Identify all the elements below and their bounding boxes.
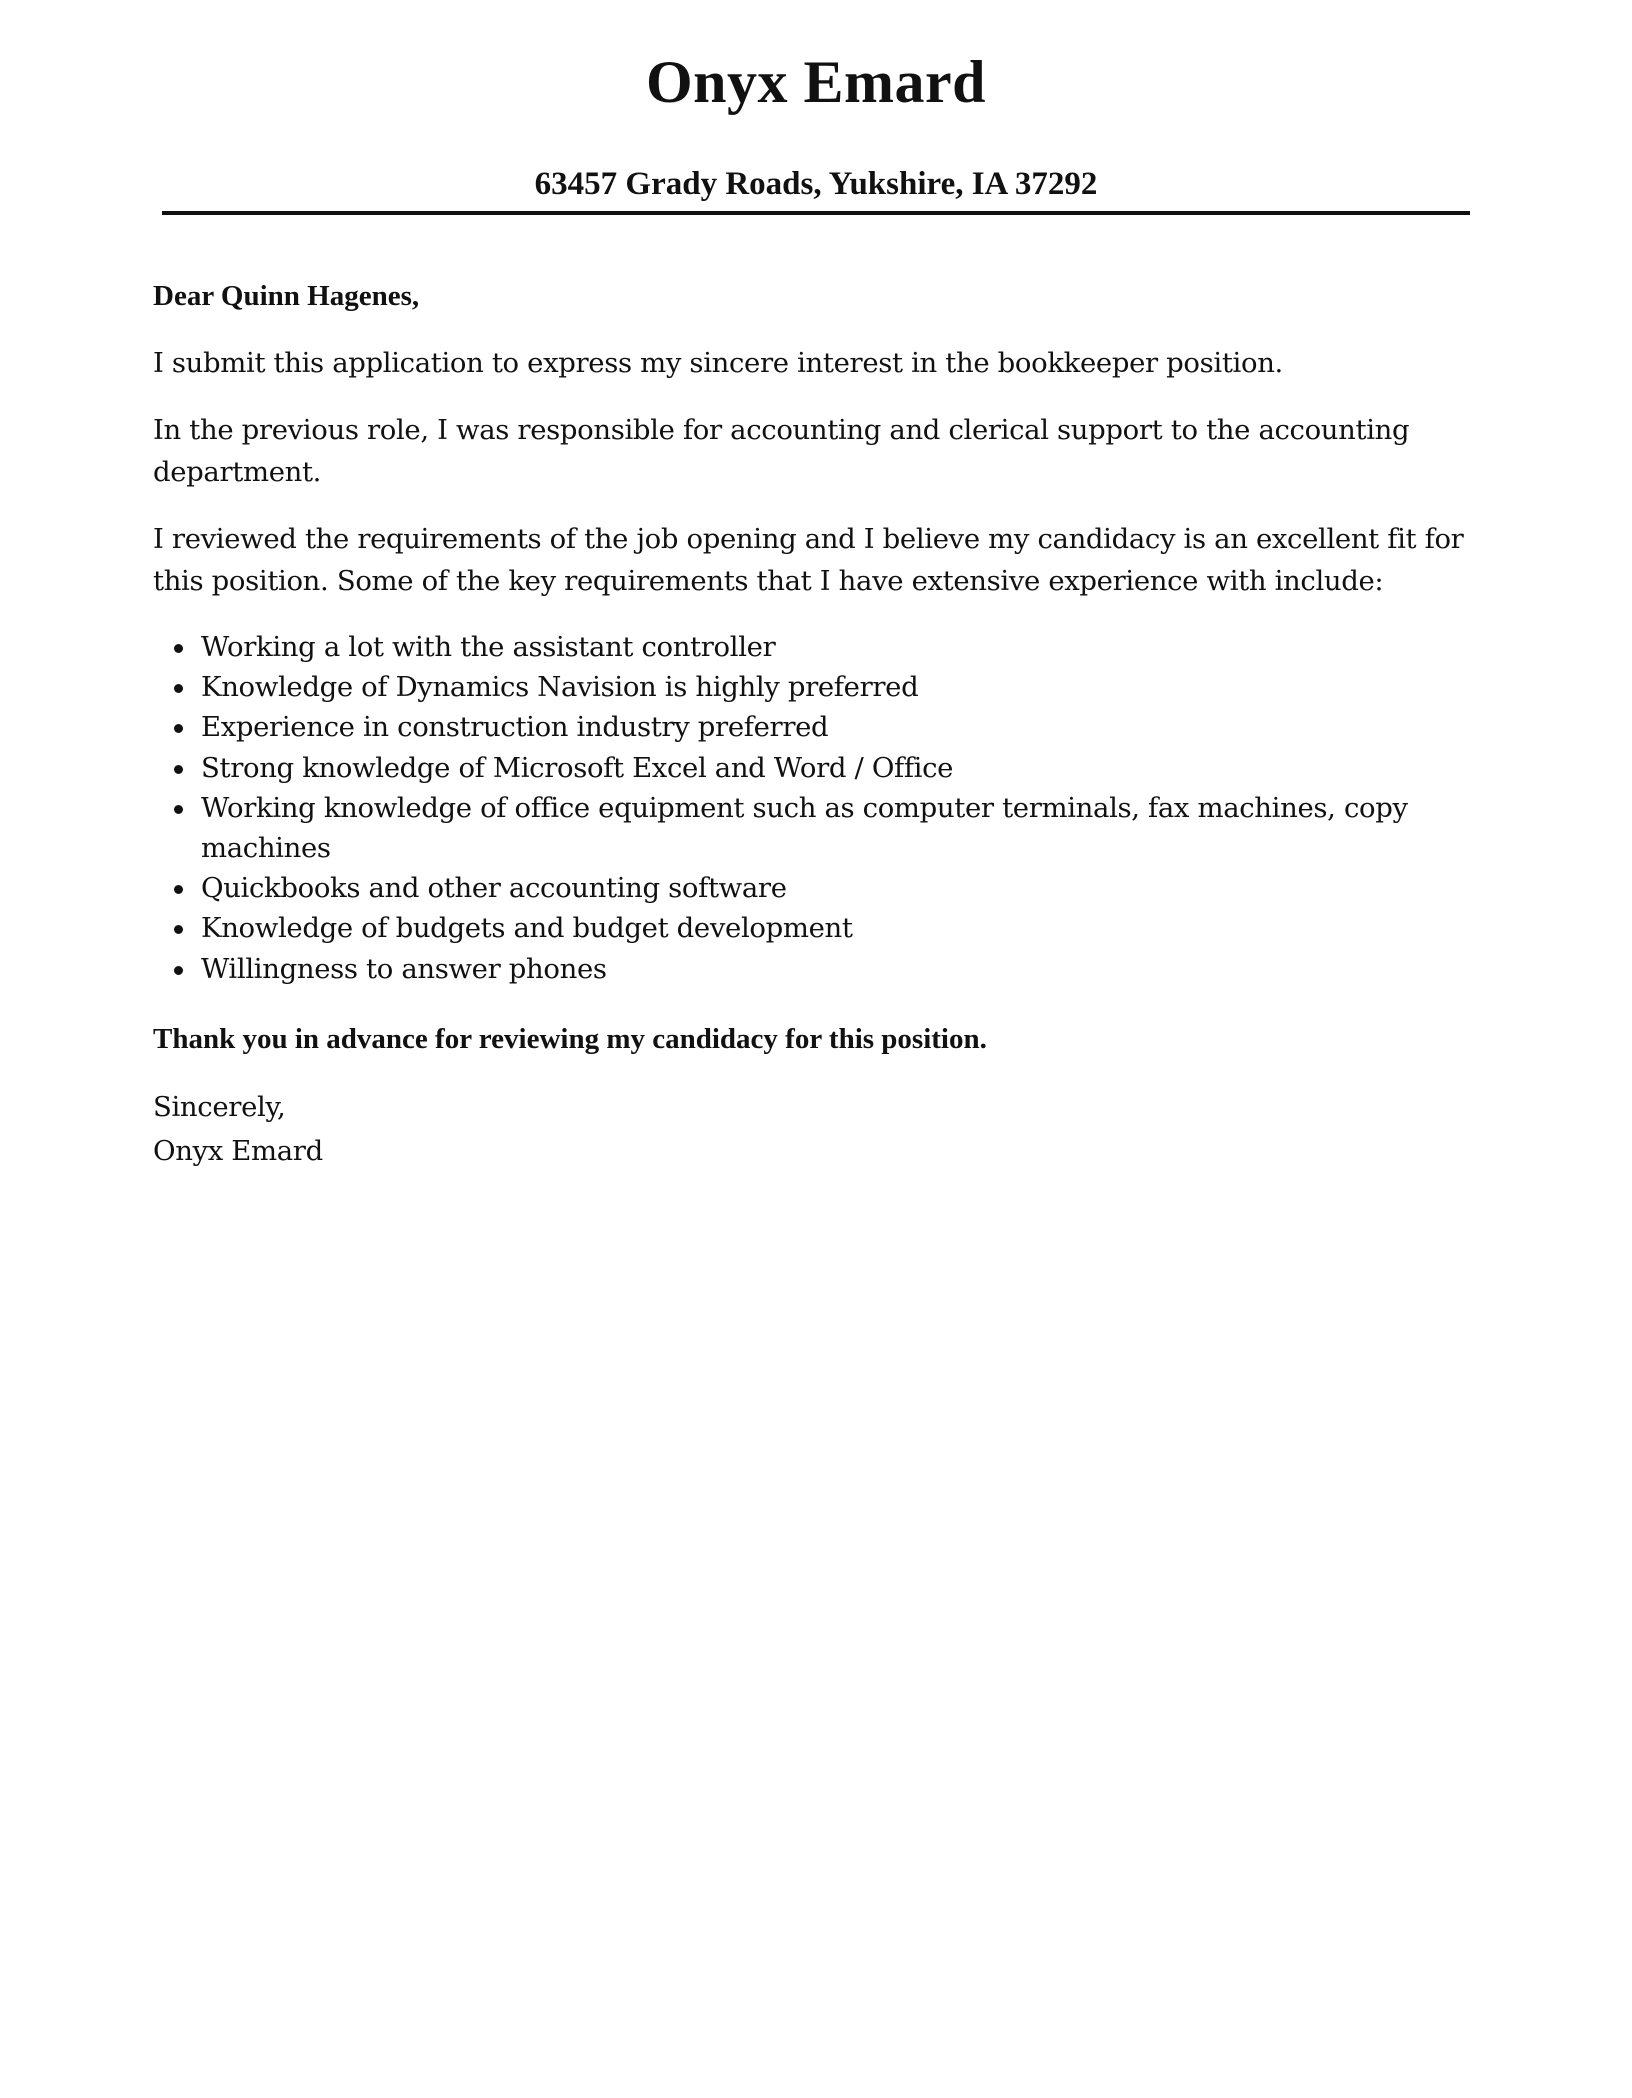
signature-name: Onyx Emard bbox=[153, 1134, 323, 1167]
list-item-text: Strong knowledge of Microsoft Excel and Word / Office bbox=[201, 751, 954, 784]
letter-body bbox=[153, 275, 1473, 1173]
list-item bbox=[201, 707, 1473, 747]
list-item-text: Experience in construction industry preferred bbox=[201, 711, 829, 744]
bullet-icon bbox=[174, 724, 183, 733]
closing-statement: Thank you in advance for reviewing my candidacy for this position. bbox=[153, 1022, 987, 1055]
list-item-text: Quickbooks and other accounting software bbox=[201, 872, 787, 905]
bullet-icon bbox=[174, 765, 183, 774]
list-item-text: Knowledge of Dynamics Navision is highly preferred bbox=[201, 671, 919, 704]
list-item bbox=[201, 788, 1473, 868]
list-item bbox=[201, 667, 1473, 707]
sender-address: 63457 Grady Roads, Yukshire, IA 37292 bbox=[534, 166, 1098, 202]
bullet-icon bbox=[174, 684, 183, 693]
requirements-list bbox=[153, 627, 1473, 989]
paragraph-requirements: I reviewed the requirements of the job opening and I believe my candidacy is an excellent fit for this position. Some of the key requirements that I have extensive experience with include: bbox=[153, 523, 1464, 597]
sender-name: Onyx Emard bbox=[645, 49, 987, 115]
bullet-icon bbox=[174, 644, 183, 653]
list-item-text: Willingness to answer phones bbox=[201, 952, 607, 985]
signoff: Sincerely, bbox=[153, 1090, 286, 1123]
salutation: Dear Quinn Hagenes, bbox=[153, 280, 420, 312]
list-item-text: Working a lot with the assistant controller bbox=[201, 631, 776, 663]
list-item bbox=[201, 908, 1473, 948]
header-divider bbox=[162, 211, 1470, 215]
list-item bbox=[201, 868, 1473, 908]
list-item bbox=[201, 748, 1473, 788]
bullet-icon bbox=[174, 925, 183, 934]
bullet-icon bbox=[174, 805, 183, 814]
list-item-text: Working knowledge of office equipment such as computer terminals, fax machines, copy machines bbox=[201, 791, 1408, 865]
list-item-text: Knowledge of budgets and budget development bbox=[201, 912, 853, 945]
paragraph-intro: I submit this application to express my sincere interest in the bookkeeper position. bbox=[153, 347, 1283, 379]
list-item bbox=[201, 627, 1473, 667]
signoff-block bbox=[153, 1085, 1473, 1173]
list-item bbox=[201, 949, 1473, 989]
bullet-icon bbox=[174, 966, 183, 975]
letter-header bbox=[0, 49, 1632, 115]
bullet-icon bbox=[174, 885, 183, 894]
paragraph-previous-role: In the previous role, I was responsible for accounting and clerical support to the accounting department. bbox=[153, 414, 1410, 488]
